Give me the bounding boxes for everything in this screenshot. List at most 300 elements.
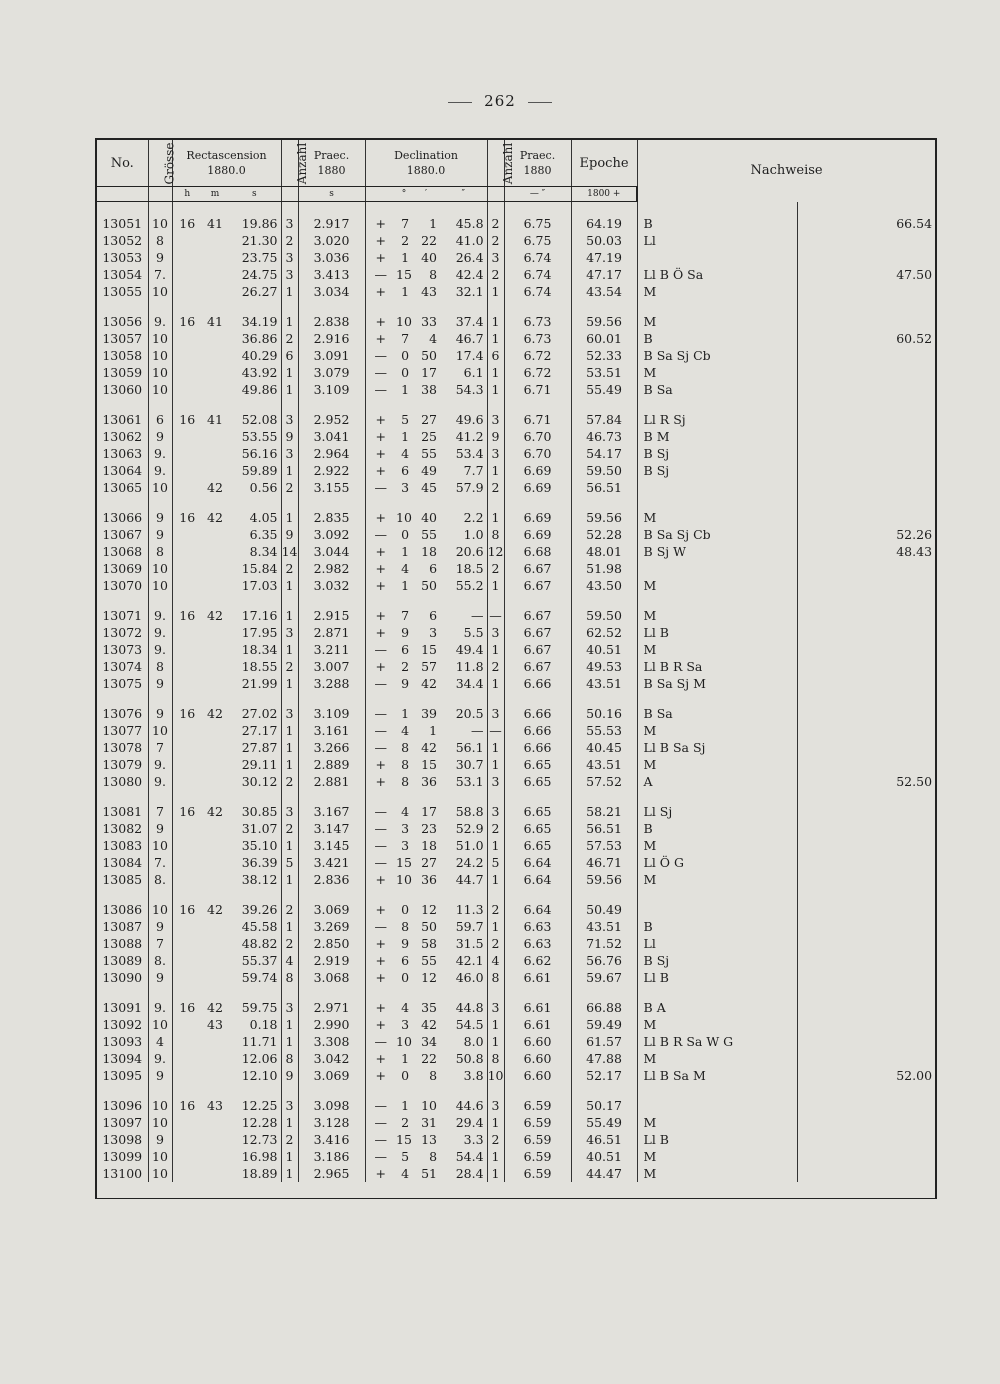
col-header-anzahl-decl-label: Anzahl [500,142,515,184]
cell-ref [637,249,797,266]
cell-ep: 47.88 [571,1050,637,1067]
cell-p2: 6.72 [504,364,571,381]
cell-ep: 64.19 [571,215,637,232]
cell-ep: 47.19 [571,249,637,266]
cell-mag: 8. [148,871,172,888]
cell-sg: — [365,705,396,722]
cell-ref: Ll Sj [637,803,797,820]
cell-p1: 3.079 [298,364,365,381]
cell-dm: 50 [421,578,438,593]
cell-ep: 46.71 [571,854,637,871]
cell-d: 3 [401,480,410,495]
col-header-decl [365,139,487,187]
cell-p1: 3.128 [298,1114,365,1131]
cell-s: 16.98 [241,1149,278,1164]
cell-no: 13061 [96,411,148,428]
cell-sg: + [365,509,396,526]
cell-d: 9 [401,676,410,691]
cell-ex [797,560,936,577]
table-row [96,1097,936,1114]
cell-no: 13065 [96,479,148,496]
cell-d: 7 [401,331,410,346]
cell-dm: 15 [421,642,438,657]
cell-p2: 6.64 [504,871,571,888]
cell-p1: 3.034 [298,283,365,300]
cell-ds: 49.6 [455,412,484,427]
cell-ref: B Sj [637,445,797,462]
cell-ref: Ll B [637,624,797,641]
cell-n1: 1 [281,1165,298,1182]
cell-ds: 11.8 [455,659,484,674]
unit-decl-sec: ″ [440,187,487,202]
col-header-groesse [148,139,176,187]
cell-ds: — [471,608,484,623]
cell-n1: 1 [281,607,298,624]
cell-ref: B [637,215,797,232]
cell-m [202,837,228,854]
table-row [96,624,936,641]
table-row [96,364,936,381]
cell-dm: 55 [421,953,438,968]
cell-s: 26.27 [241,284,278,299]
table-row [96,837,936,854]
cell-h [172,577,202,594]
cell-n2: 1 [487,837,504,854]
cell-ds: 17.4 [455,348,484,363]
cell-p2: 6.70 [504,428,571,445]
cell-p2: 6.59 [504,1165,571,1182]
cell-p2: 6.74 [504,249,571,266]
cell-d: 1 [401,706,410,721]
cell-ex: 48.43 [797,543,936,560]
group-spacer-row [96,398,936,411]
col-header-ra-title: Rectascension [186,149,267,162]
page-number-right-rule [528,102,552,103]
cell-dm: 40 [421,510,438,525]
cell-ref: Ll B Sa M [637,1067,797,1084]
cell-sg: — [365,675,396,692]
col-header-decl-epoch: 1880.0 [406,164,446,177]
cell-p2: 6.66 [504,722,571,739]
cell-ep: 43.51 [571,675,637,692]
cell-d: 15 [396,1132,412,1147]
cell-p1: 3.007 [298,658,365,675]
table-row [96,543,936,560]
cell-ex [797,935,936,952]
cell-n1: 3 [281,445,298,462]
cell-p1: 2.835 [298,509,365,526]
cell-n1: 4 [281,952,298,969]
cell-ds: 24.2 [455,855,484,870]
unit-praec-decl: — ″ [504,187,571,202]
cell-ex [797,381,936,398]
cell-h [172,969,202,986]
cell-n2: 9 [487,428,504,445]
cell-m [202,641,228,658]
cell-m: 42 [207,480,223,495]
cell-ex [797,1165,936,1182]
cell-m [202,526,228,543]
cell-no: 13054 [96,266,148,283]
cell-no: 13073 [96,641,148,658]
table-row [96,901,936,918]
cell-p2: 6.60 [504,1067,571,1084]
cell-dm: 42 [421,740,438,755]
cell-s: 53.55 [241,429,278,444]
cell-p1: 3.091 [298,347,365,364]
group-spacer-row [96,1084,936,1097]
cell-mag: 9 [148,969,172,986]
cell-ep: 48.01 [571,543,637,560]
cell-p2: 6.73 [504,330,571,347]
cell-p1: 2.871 [298,624,365,641]
col-header-praec-decl-epoch: 1880 [523,164,552,177]
cell-ex [797,1016,936,1033]
cell-no: 13087 [96,918,148,935]
cell-sg: + [365,1050,396,1067]
cell-s: 59.75 [241,1000,278,1015]
cell-ex [797,1050,936,1067]
cell-ds: 32.1 [455,284,484,299]
cell-p2: 6.69 [504,526,571,543]
cell-no: 13085 [96,871,148,888]
cell-dm: 42 [421,676,438,691]
cell-d: 9 [401,936,410,951]
cell-dm: 23 [421,821,438,836]
cell-d: 1 [401,382,410,397]
cell-s: 52.08 [241,412,278,427]
cell-p1: 3.042 [298,1050,365,1067]
col-header-ra-epoch: 1880.0 [207,164,246,177]
cell-dm: 8 [429,1068,438,1083]
cell-p1: 3.413 [298,266,365,283]
cell-no: 13099 [96,1148,148,1165]
cell-p2: 6.69 [504,462,571,479]
cell-n1: 3 [281,411,298,428]
cell-d: 4 [401,1000,410,1015]
cell-p1: 2.881 [298,773,365,790]
cell-d: 15 [396,267,412,282]
cell-p2: 6.71 [504,411,571,428]
cell-dm: 51 [421,1166,438,1181]
cell-ep: 47.17 [571,266,637,283]
cell-mag: 10 [148,722,172,739]
cell-no: 13097 [96,1114,148,1131]
cell-d: 8 [401,757,410,772]
cell-ref: B Sa Sj M [637,675,797,692]
cell-n2: 1 [487,462,504,479]
cell-h [172,641,202,658]
cell-n1: 1 [281,1033,298,1050]
cell-s: 36.86 [241,331,278,346]
cell-dm: 27 [421,855,438,870]
cell-s: 8.34 [249,544,278,559]
table-row [96,560,936,577]
cell-n1: 1 [281,871,298,888]
cell-ex [797,918,936,935]
table-row [96,1033,936,1050]
cell-dm: 39 [421,706,438,721]
cell-ref: M [637,641,797,658]
cell-dm: 50 [421,919,438,934]
cell-sg: — [365,479,396,496]
cell-s: 12.10 [241,1068,278,1083]
cell-p1: 3.161 [298,722,365,739]
cell-ep: 59.50 [571,462,637,479]
cell-h: 16 [172,313,202,330]
cell-ref: B Sa [637,705,797,722]
cell-p2: 6.65 [504,837,571,854]
cell-mag: 8 [148,232,172,249]
cell-p1: 3.167 [298,803,365,820]
cell-mag: 10 [148,1016,172,1033]
cell-p1: 3.044 [298,543,365,560]
cell-no: 13064 [96,462,148,479]
cell-d: 0 [401,902,410,917]
cell-mag: 9. [148,999,172,1016]
cell-mag: 9. [148,607,172,624]
cell-h: 16 [172,901,202,918]
cell-h: 16 [172,607,202,624]
cell-ep: 50.17 [571,1097,637,1114]
cell-no: 13057 [96,330,148,347]
cell-dm: 25 [421,429,438,444]
cell-no: 13068 [96,543,148,560]
cell-ds: 54.3 [455,382,484,397]
cell-dm: 57 [421,659,438,674]
col-header-no: No. [96,139,148,187]
cell-mag: 9. [148,756,172,773]
cell-h [172,560,202,577]
cell-dm: 3 [429,625,438,640]
cell-p1: 3.155 [298,479,365,496]
cell-ex: 52.00 [797,1067,936,1084]
cell-d: 8 [401,740,410,755]
cell-ref: B [637,820,797,837]
cell-m: 41 [207,314,223,329]
cell-p2: 6.62 [504,952,571,969]
cell-h [172,1114,202,1131]
cell-ref: B M [637,428,797,445]
cell-n2: 1 [487,739,504,756]
cell-n2: 1 [487,756,504,773]
cell-ex: 66.54 [797,215,936,232]
star-catalogue-table [95,138,937,1199]
cell-ep: 51.98 [571,560,637,577]
cell-ref: M [637,1165,797,1182]
cell-m: 42 [207,510,223,525]
cell-n2: 2 [487,1131,504,1148]
cell-n1: 8 [281,1050,298,1067]
cell-s: 55.37 [241,953,278,968]
cell-n1: 1 [281,1148,298,1165]
cell-ds: 6.1 [463,365,484,380]
cell-ex [797,999,936,1016]
cell-h [172,773,202,790]
cell-h [172,935,202,952]
cell-d: 7 [401,608,410,623]
cell-n2: 3 [487,249,504,266]
cell-dm: 40 [421,250,438,265]
cell-n2: 1 [487,381,504,398]
cell-s: 0.56 [249,480,278,495]
cell-ds: 31.5 [455,936,484,951]
cell-h [172,381,202,398]
cell-n2: 3 [487,773,504,790]
cell-dm: 12 [421,902,438,917]
cell-ep: 59.50 [571,607,637,624]
cell-d: 0 [401,365,410,380]
cell-h: 16 [172,1097,202,1114]
cell-ep: 58.21 [571,803,637,820]
table-row [96,820,936,837]
cell-p2: 6.71 [504,381,571,398]
cell-ex [797,722,936,739]
cell-d: 9 [401,625,410,640]
cell-ds: 56.1 [455,740,484,755]
cell-ep: 56.76 [571,952,637,969]
cell-n2: 8 [487,1050,504,1067]
table-row [96,999,936,1016]
cell-dm: 10 [421,1098,438,1113]
cell-h [172,364,202,381]
cell-no: 13082 [96,820,148,837]
table-row [96,1016,936,1033]
cell-no: 13052 [96,232,148,249]
cell-dm: 36 [421,872,438,887]
cell-ds: 18.5 [455,561,484,576]
cell-p2: 6.67 [504,658,571,675]
cell-p2: 6.74 [504,266,571,283]
cell-mag: 10 [148,330,172,347]
cell-s: 12.28 [241,1115,278,1130]
cell-dm: 55 [421,446,438,461]
cell-p2: 6.67 [504,641,571,658]
cell-ds: 30.7 [455,757,484,772]
table-row [96,509,936,526]
cell-dm: 27 [421,412,438,427]
cell-d: 10 [396,314,412,329]
cell-n2: 1 [487,509,504,526]
cell-dm: 22 [421,233,438,248]
cell-d: 8 [401,774,410,789]
cell-n2: 3 [487,1097,504,1114]
cell-ref: Ll B R Sa [637,658,797,675]
cell-mag: 9 [148,820,172,837]
cell-p1: 3.036 [298,249,365,266]
table-row [96,952,936,969]
cell-sg: — [365,347,396,364]
cell-n2: 5 [487,854,504,871]
cell-sg: — [365,364,396,381]
table-row [96,445,936,462]
cell-ex [797,364,936,381]
cell-m: 42 [207,608,223,623]
table-row [96,722,936,739]
cell-sg: — [365,739,396,756]
cell-h [172,1050,202,1067]
cell-p1: 3.069 [298,1067,365,1084]
cell-m [202,624,228,641]
cell-ref: Ll B [637,969,797,986]
unit-epoche: 1800 + [571,187,637,202]
cell-no: 13088 [96,935,148,952]
cell-mag: 7. [148,854,172,871]
cell-n1: 1 [281,1114,298,1131]
table-row [96,1050,936,1067]
cell-s: 18.55 [241,659,278,674]
cell-p2: 6.65 [504,773,571,790]
cell-m [202,773,228,790]
cell-n2: 2 [487,820,504,837]
cell-m [202,330,228,347]
unit-ra-m: m [202,187,228,202]
cell-ds: 42.4 [455,267,484,282]
table-row [96,266,936,283]
cell-ex [797,641,936,658]
cell-n1: 6 [281,347,298,364]
cell-ep: 46.51 [571,1131,637,1148]
table-row [96,803,936,820]
unit-decl-deg: ° [396,187,412,202]
cell-p1: 3.269 [298,918,365,935]
cell-ex [797,1131,936,1148]
cell-ds: 7.7 [463,463,484,478]
cell-n2: 1 [487,871,504,888]
cell-sg: + [365,462,396,479]
cell-s: 19.86 [241,216,278,231]
cell-n2: 2 [487,658,504,675]
cell-sg: + [365,658,396,675]
cell-ds: 11.3 [455,902,484,917]
cell-m [202,428,228,445]
group-spacer-row [96,594,936,607]
cell-m [202,1165,228,1182]
cell-m: 42 [207,902,223,917]
cell-p1: 3.069 [298,901,365,918]
cell-s: 36.39 [241,855,278,870]
table-row [96,283,936,300]
cell-h [172,526,202,543]
cell-n2: 1 [487,918,504,935]
cell-h [172,249,202,266]
cell-ref: M [637,1016,797,1033]
col-header-anzahl-decl [487,139,515,187]
cell-dm: 6 [429,561,438,576]
page-number-left-rule [448,102,472,103]
table-row [96,428,936,445]
cell-h [172,543,202,560]
cell-d: 3 [401,821,410,836]
cell-sg: + [365,756,396,773]
cell-h [172,232,202,249]
cell-sg: + [365,871,396,888]
table-row [96,249,936,266]
cell-ex: 60.52 [797,330,936,347]
table-row [96,918,936,935]
cell-d: 6 [401,463,410,478]
cell-sg: — [365,918,396,935]
cell-n1: 3 [281,1097,298,1114]
cell-p1: 3.020 [298,232,365,249]
unit-decl-min: ′ [412,187,440,202]
cell-m [202,347,228,364]
cell-n2: 3 [487,411,504,428]
cell-p2: 6.68 [504,543,571,560]
table-row [96,658,936,675]
cell-ex [797,756,936,773]
cell-s: 43.92 [241,365,278,380]
